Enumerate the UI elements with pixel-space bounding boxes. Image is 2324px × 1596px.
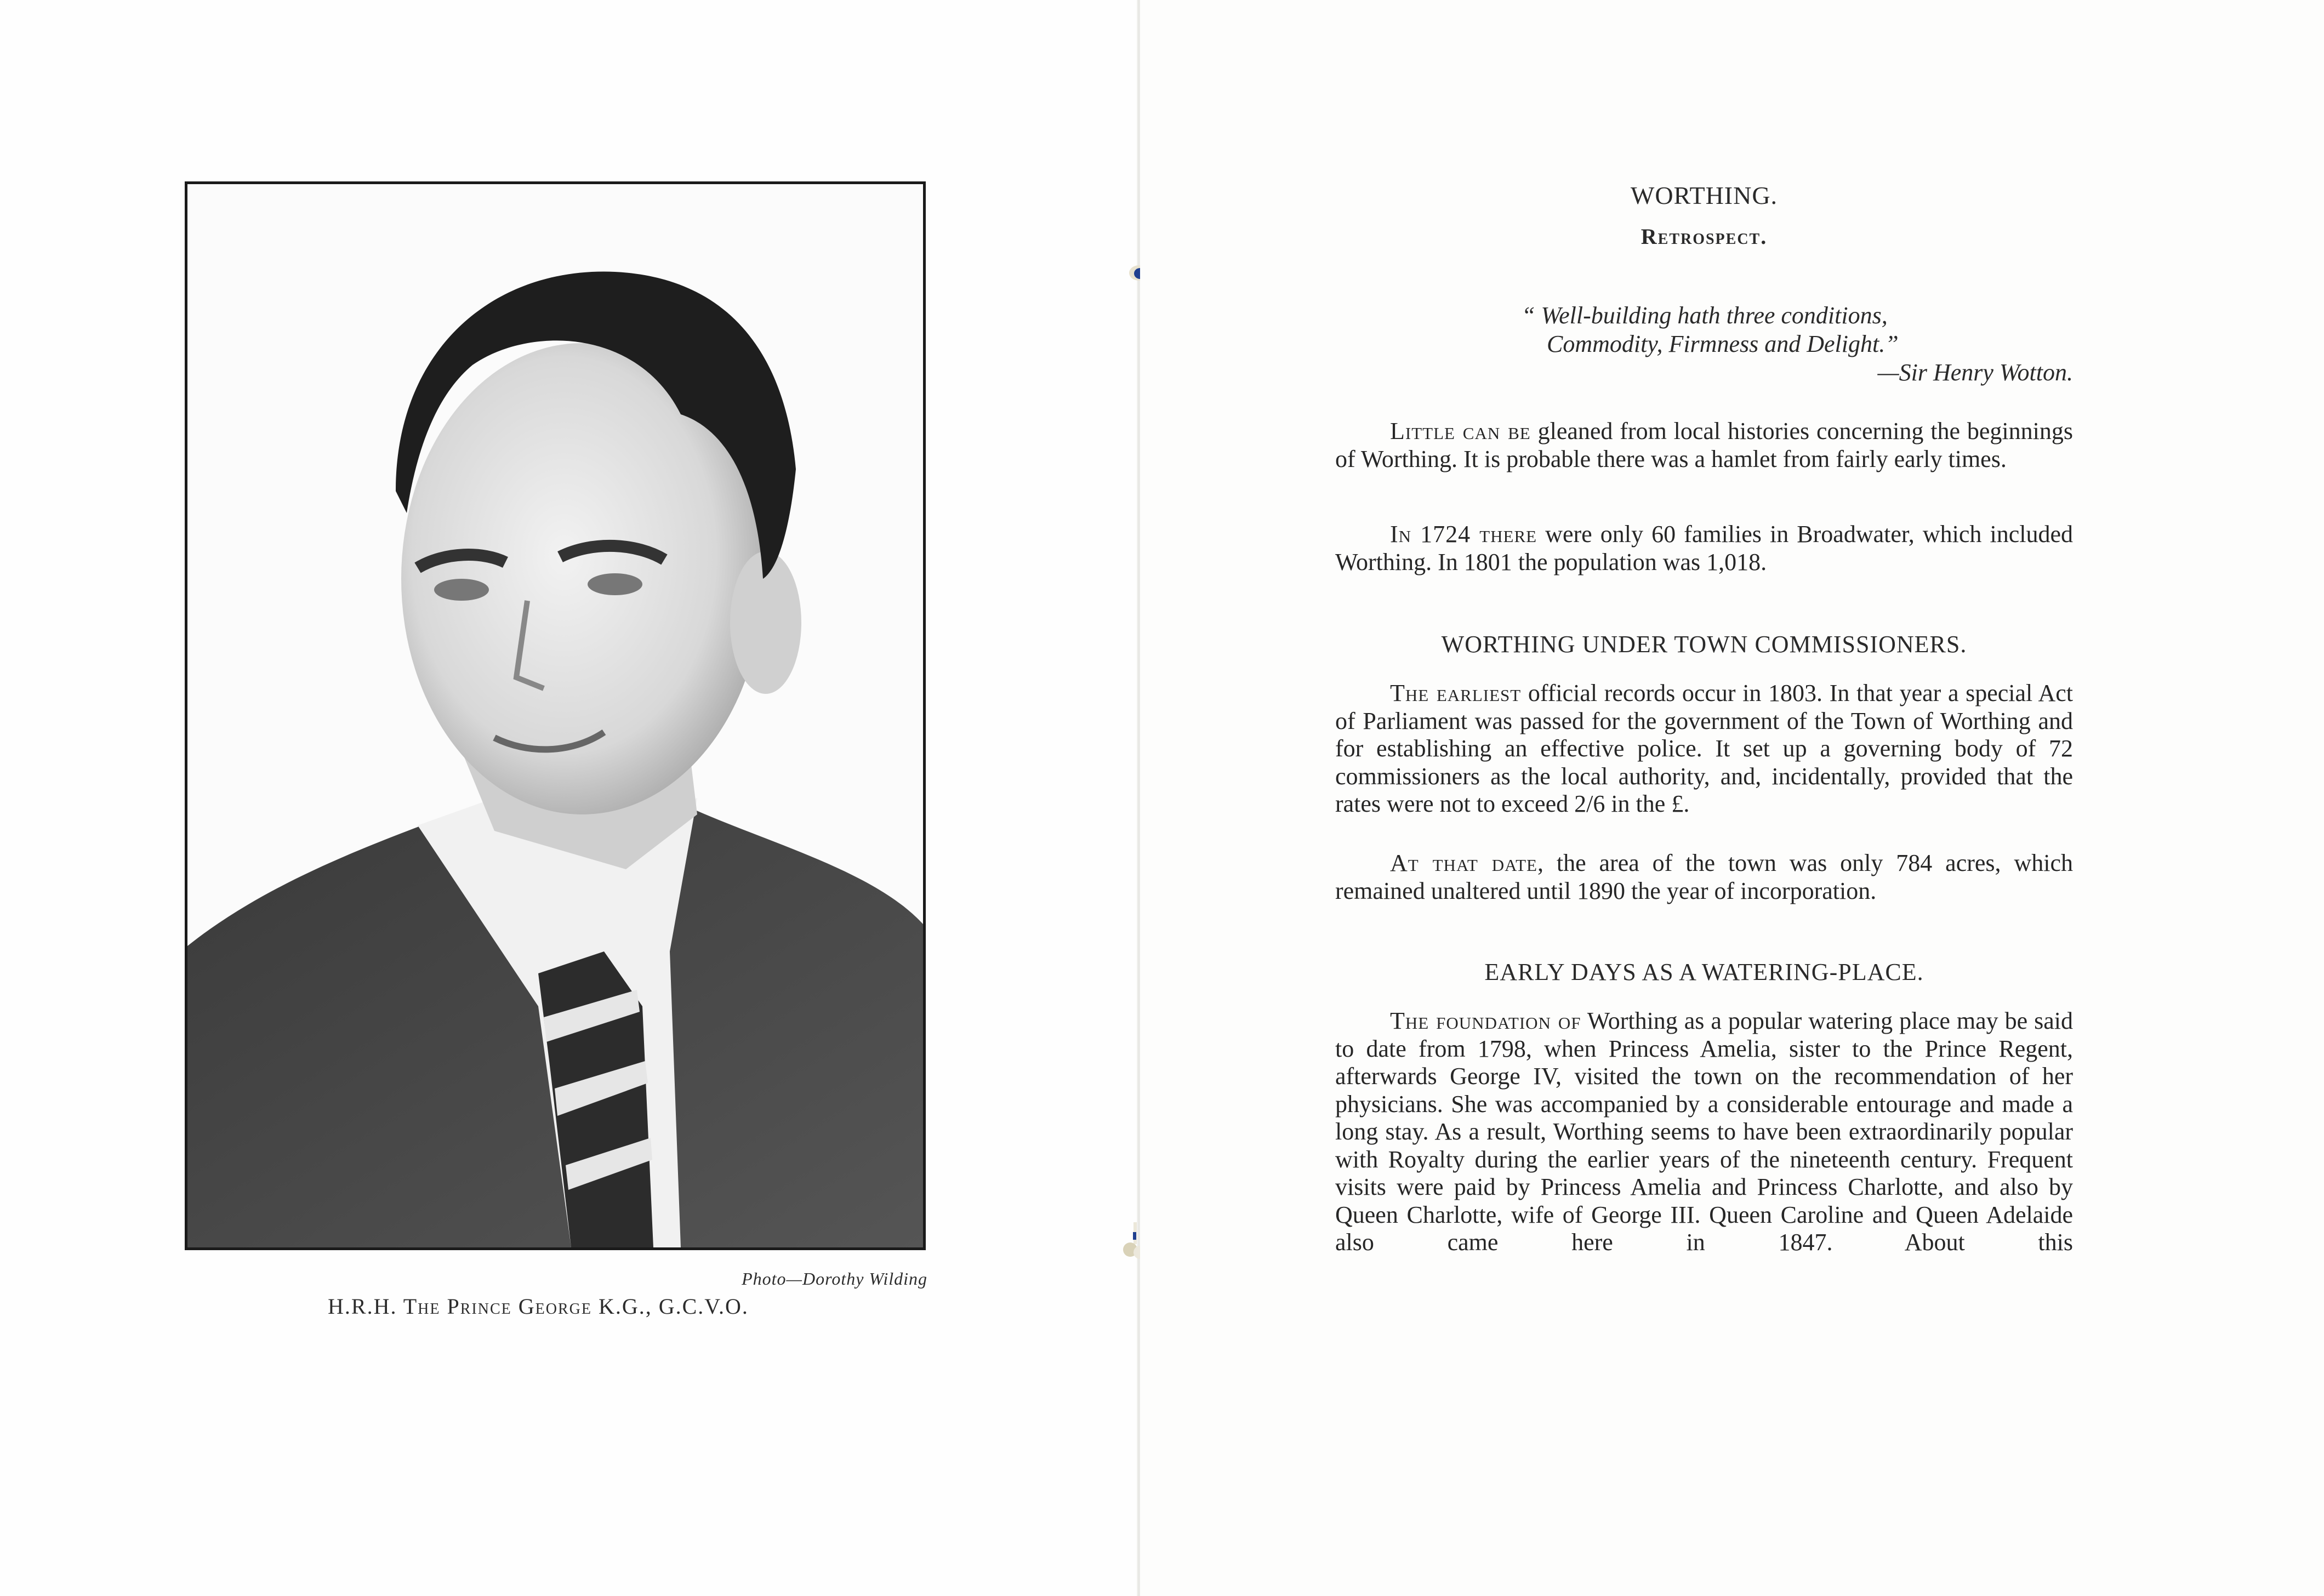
paragraph-lead: The earliest bbox=[1390, 680, 1522, 706]
photo-credit: Photo—Dorothy Wilding bbox=[742, 1269, 927, 1289]
paragraph-text: official records occur in 1803. In that year a special Act of Parliament was passed for the government of the Town of Worthing and for establishing an effective police. It set up a governing body of 72 commissioners as the local authority, and, incidentally, provided that the rates were not to exceed 2/6 in the £. bbox=[1335, 680, 2074, 817]
paragraph-text: were only 60 families in Broadwater, which included Worthing. In 1801 the population was 1,018. bbox=[1335, 521, 2073, 575]
page-subtitle: Retrospect. bbox=[1641, 224, 1768, 249]
epigraph-line-1: “ Well-building hath three conditions, bbox=[1522, 302, 1888, 329]
epigraph-attribution: —Sir Henry Wotton. bbox=[1877, 359, 2073, 386]
paragraph-text: Worthing as a popular watering place may be said to date from 1798, when Princess Amelia, sister to the Prince Regent, afterwards George IV, visited the town on the recommendation of her physicians. She was accompanied by a considerable entourage and made a long stay. As a result, Worthing seems to have been extraordinarily popular with Royalty during the earlier years of the nineteenth century. Frequent visits were paid by Princess Amelia and Princess Charlotte, and also by Queen Charlotte, wife of George III. Queen Caroline and Queen Adelaide also came here in 1847. About this bbox=[1335, 1007, 2073, 1256]
paragraph-text: , the area of the town was only 784 acres, which remained unaltered until 1890 the year of incorporation. bbox=[1335, 850, 2073, 904]
photo-caption: H.R.H. The Prince George K.G., G.C.V.O. bbox=[328, 1294, 749, 1319]
paragraph-lead: At that date bbox=[1390, 850, 1537, 876]
page-title: WORTHING. bbox=[1630, 181, 1778, 209]
epigraph-line-2: Commodity, Firmness and Delight.” bbox=[1547, 330, 1899, 357]
section-heading-commissioners: WORTHING UNDER TOWN COMMISSIONERS. bbox=[1441, 631, 1967, 658]
section-commissioners-para-1 bbox=[1335, 680, 2073, 818]
section-commissioners-para-2 bbox=[1335, 850, 2073, 905]
paragraph-text: gleaned from local histories concerning the beginnings of Worthing. It is probable there was a hamlet from fairly early times. bbox=[1335, 418, 2073, 472]
section-heading-watering-place-block bbox=[1335, 958, 2073, 986]
section-watering-place-para-1 bbox=[1335, 1007, 2073, 1257]
section-heading-commissioners-block bbox=[1335, 630, 2073, 658]
paragraph-lead: The foundation of bbox=[1390, 1007, 1581, 1034]
left-page bbox=[0, 0, 1140, 1596]
title-block bbox=[1335, 181, 2073, 210]
paragraph-lead: In 1724 there bbox=[1390, 521, 1537, 548]
epigraph bbox=[1335, 301, 2073, 387]
portrait-photo bbox=[185, 181, 926, 1250]
section-retrospect-para-1 bbox=[1335, 418, 2073, 473]
section-retrospect-para-2 bbox=[1335, 521, 2073, 576]
section-heading-watering-place: EARLY DAYS AS A WATERING-PLACE. bbox=[1484, 959, 1924, 985]
portrait-illustration bbox=[187, 184, 923, 1247]
paragraph-lead: Little can be bbox=[1390, 418, 1531, 444]
subtitle-block bbox=[1335, 224, 2073, 249]
